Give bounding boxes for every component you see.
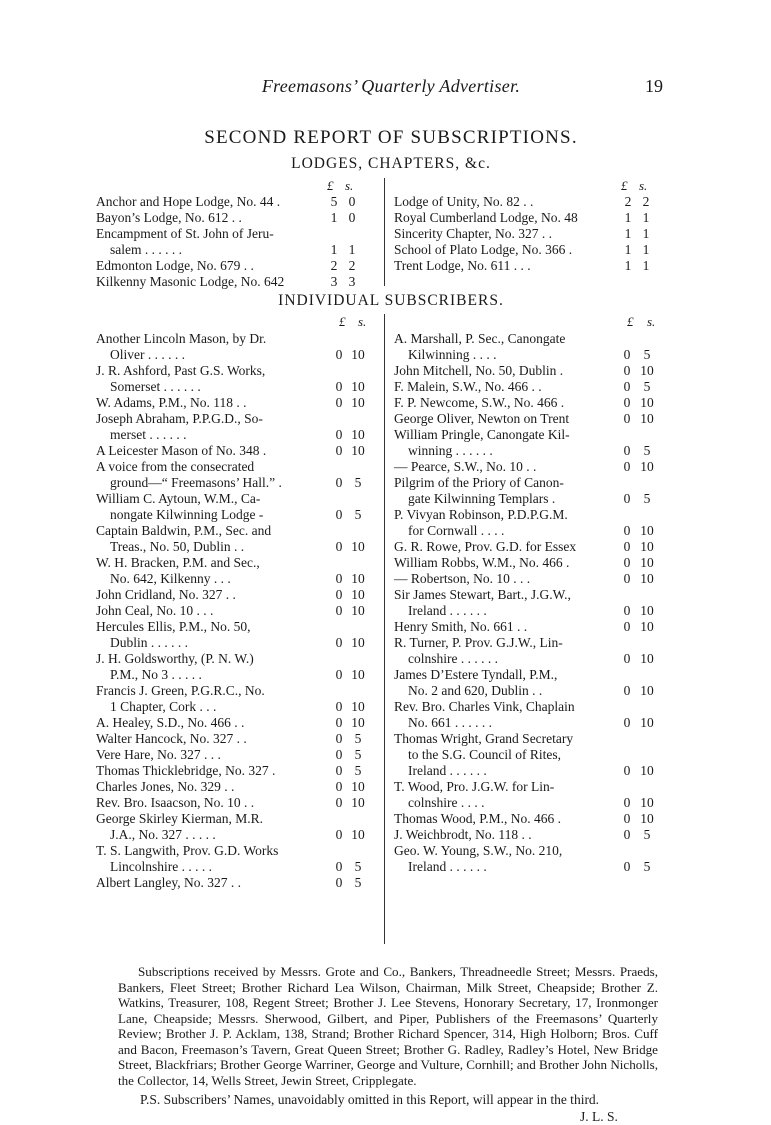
subscriber-name: 1 Chapter, Cork . . .: [110, 699, 217, 714]
subscriber-name: George Oliver, Newton on Trent: [394, 411, 570, 426]
pounds-amount: 1: [330, 210, 338, 225]
shillings-amount: 10: [640, 619, 654, 634]
shillings-amount: 10: [640, 363, 654, 378]
subscription-row: [394, 811, 674, 827]
subscription-row: [96, 443, 376, 459]
subscription-row: [394, 411, 674, 427]
subscription-row: [96, 555, 376, 571]
pounds-amount: 0: [623, 811, 631, 826]
subscription-row: [96, 651, 376, 667]
subscription-row: [394, 843, 674, 859]
subscriber-name: Treas., No. 50, Dublin . .: [110, 539, 245, 554]
pounds-amount: 1: [624, 242, 632, 257]
subscription-row: [96, 763, 376, 779]
pounds-amount: 0: [623, 795, 631, 810]
pounds-amount: 1: [624, 210, 632, 225]
pounds-amount: 0: [623, 715, 631, 730]
subscription-row: [394, 779, 674, 795]
subscription-row: [394, 635, 674, 651]
subscription-row: [96, 363, 376, 379]
shillings-amount: 5: [354, 507, 362, 522]
subscription-row: [394, 194, 654, 210]
subscriber-name: James D’Estere Tyndall, P.M.,: [394, 667, 558, 682]
subscription-row: [96, 571, 376, 587]
subscription-row: [96, 226, 356, 242]
subscriber-name: F. Malein, S.W., No. 466 . .: [394, 379, 542, 394]
subscriber-name: J. H. Goldsworthy, (P. N. W.): [96, 651, 254, 666]
subscription-row: [96, 715, 376, 731]
shillings-amount: 5: [643, 347, 651, 362]
subscription-row: [96, 347, 376, 363]
subscriber-name: William Pringle, Canongate Kil-: [394, 427, 570, 442]
shillings-amount: 10: [351, 795, 365, 810]
subscriber-name: Albert Langley, No. 327 . .: [96, 875, 241, 890]
subscription-row: [394, 603, 674, 619]
subscriber-name: School of Plato Lodge, No. 366 .: [394, 242, 573, 257]
shillings-amount: 10: [640, 795, 654, 810]
subscriber-name: Encampment of St. John of Jeru-: [96, 226, 274, 241]
pounds-amount: 0: [335, 635, 343, 650]
pounds-amount: 0: [335, 859, 343, 874]
subscription-row: [96, 491, 376, 507]
page-number: 19: [645, 76, 663, 96]
pounds-amount: 0: [335, 715, 343, 730]
subscription-row: [96, 523, 376, 539]
lodges-left-list: [96, 194, 356, 290]
subscription-row: [96, 210, 356, 226]
subscriber-name: Thomas Thicklebridge, No. 327 .: [96, 763, 276, 778]
shillings-amount: 10: [640, 603, 654, 618]
subscriber-name: — Pearce, S.W., No. 10 . .: [394, 459, 537, 474]
signature-initials: J. L. S.: [580, 1109, 618, 1124]
shillings-amount: 5: [354, 875, 362, 890]
subscriber-name: Somerset . . . . . .: [110, 379, 201, 394]
subscription-row: [96, 587, 376, 603]
shillings-amount: 0: [348, 194, 356, 209]
shillings-amount: 10: [640, 539, 654, 554]
subscription-row: [394, 395, 674, 411]
subscriber-name: ground—“ Freemasons’ Hall.” .: [110, 475, 282, 490]
subscription-row: [96, 331, 376, 347]
pounds-amount: 0: [623, 443, 631, 458]
pounds-amount: 0: [623, 459, 631, 474]
subscription-row: [394, 747, 674, 763]
subscription-row: [96, 258, 356, 274]
subscription-row: [394, 619, 674, 635]
pounds-amount: 0: [623, 651, 631, 666]
subscription-row: [394, 363, 674, 379]
shillings-amount: 3: [348, 274, 356, 289]
shillings-amount: 5: [643, 859, 651, 874]
shillings-amount: 10: [351, 827, 365, 842]
subscriber-name: John Cridland, No. 327 . .: [96, 587, 236, 602]
pounds-amount: 0: [623, 523, 631, 538]
pounds-amount: 0: [335, 475, 343, 490]
subscription-row: [96, 667, 376, 683]
running-title: Freemasons’ Quarterly Advertiser.: [261, 76, 521, 96]
pounds-amount: 0: [335, 779, 343, 794]
pounds-amount: 0: [335, 699, 343, 714]
shillings-amount: 10: [640, 555, 654, 570]
pounds-amount: 0: [335, 747, 343, 762]
pound-header: £: [627, 314, 634, 329]
subscriber-name: Edmonton Lodge, No. 679 . .: [96, 258, 254, 273]
shillings-amount: 10: [351, 715, 365, 730]
subscriber-name: Hercules Ellis, P.M., No. 50,: [96, 619, 251, 634]
subscriber-name: Dublin . . . . . .: [110, 635, 189, 650]
subscription-row: [394, 427, 674, 443]
subscriber-name: Captain Baldwin, P.M., Sec. and: [96, 523, 272, 538]
subscriber-name: Lincolnshire . . . . .: [110, 859, 212, 874]
subscriber-name: P. Vivyan Robinson, P.D.P.G.M.: [394, 507, 568, 522]
shillings-amount: 0: [348, 210, 356, 225]
shillings-amount: 10: [351, 347, 365, 362]
shillings-amount: 1: [642, 258, 650, 273]
subscriber-name: A Leicester Mason of No. 348 .: [96, 443, 267, 458]
subscriber-name: Ireland . . . . . .: [408, 763, 487, 778]
subscription-row: [394, 459, 674, 475]
pounds-amount: 0: [335, 427, 343, 442]
subscription-row: [394, 699, 674, 715]
pounds-amount: 0: [335, 571, 343, 586]
subscription-row: [96, 747, 376, 763]
subscription-row: [96, 507, 376, 523]
shilling-header: s.: [639, 178, 648, 193]
subscriber-name: Trent Lodge, No. 611 . . .: [394, 258, 531, 273]
subscriber-name: No. 2 and 620, Dublin . .: [408, 683, 543, 698]
subscription-row: [394, 242, 654, 258]
pound-header: £: [621, 178, 628, 193]
shillings-amount: 10: [640, 715, 654, 730]
subscription-row: [394, 539, 674, 555]
subscription-row: [96, 459, 376, 475]
pounds-amount: 0: [623, 379, 631, 394]
pounds-amount: 0: [335, 763, 343, 778]
pounds-amount: 0: [623, 827, 631, 842]
pounds-amount: 0: [623, 555, 631, 570]
subscription-row: [394, 210, 654, 226]
subscription-row: [394, 379, 674, 395]
subscriber-name: colnshire . . . .: [408, 795, 485, 810]
subscriber-name: colnshire . . . . . .: [408, 651, 498, 666]
shillings-amount: 5: [643, 379, 651, 394]
lodges-right-list: [394, 194, 654, 274]
subscriber-name: Another Lincoln Mason, by Dr.: [96, 331, 267, 346]
pounds-amount: 0: [335, 347, 343, 362]
subscriptions-note: Subscriptions received by Messrs. Grote and Co., Bankers, Threadneedle Street; Messrs. Praeds, Bankers, Fleet Street; Brother Richard Lea Wilson, Chairman, Milk Street, Cheapside; Brother Z. Watkins, Treasurer, 108, Regent Street; Brother J. Lee Stevens, Honorary Secretary, 17, Ironmonger Lane, Cheapside; Messrs. Sherwood, Gilbert, and Piper, Publishers of the Freemasons’ Quarterly Review; Brother J. P. Acklam, 138, Strand; Brother Richard Spencer, 314, High Holborn; Bros. Cuff and Bacon, Freemason’s Tavern, Great Queen Street; Brother G. Radley, Radley’s Hotel, New Bridge Street, Blackfriars; Brother George Warriner, George and Vulture, Cornhill; and Brother John Nicholls, the Collector, 14, Wells Street, Jewin Street, Cripplegate.: [118, 964, 658, 1088]
shillings-amount: 10: [351, 443, 365, 458]
pounds-amount: 0: [623, 683, 631, 698]
lodges-right-money-head: [394, 178, 654, 194]
pounds-amount: 0: [623, 363, 631, 378]
subscriber-name: Sir James Stewart, Bart., J.G.W.,: [394, 587, 571, 602]
subscription-row: [96, 875, 376, 891]
subscriber-name: Geo. W. Young, S.W., No. 210,: [394, 843, 563, 858]
subscription-row: [96, 827, 376, 843]
pounds-amount: 2: [624, 194, 632, 209]
shillings-amount: 10: [351, 395, 365, 410]
column-divider: [384, 314, 385, 944]
subscriber-name: John Mitchell, No. 50, Dublin .: [394, 363, 564, 378]
pounds-amount: 0: [623, 347, 631, 362]
subscription-row: [96, 242, 356, 258]
subscription-row: [394, 226, 654, 242]
shillings-amount: 10: [640, 459, 654, 474]
pounds-amount: 0: [335, 395, 343, 410]
shillings-amount: 10: [640, 811, 654, 826]
subscription-row: [394, 667, 674, 683]
subscriber-name: A voice from the consecrated: [96, 459, 255, 474]
pounds-amount: 0: [623, 619, 631, 634]
subscription-row: [96, 427, 376, 443]
pounds-amount: 0: [335, 827, 343, 842]
pounds-amount: 0: [623, 763, 631, 778]
subscription-row: [394, 475, 674, 491]
subscription-row: [394, 795, 674, 811]
pounds-amount: 5: [330, 194, 338, 209]
individuals-right-money-head: [394, 314, 669, 330]
subscription-row: [96, 475, 376, 491]
subscription-row: [394, 827, 674, 843]
subscriber-name: Henry Smith, No. 661 . .: [394, 619, 528, 634]
pounds-amount: 0: [623, 411, 631, 426]
subscriber-name: Rev. Bro. Isaacson, No. 10 . .: [96, 795, 255, 810]
pounds-amount: 0: [335, 379, 343, 394]
subscriber-name: Oliver . . . . . .: [110, 347, 185, 362]
subscription-row: [394, 731, 674, 747]
subscription-row: [394, 347, 674, 363]
subscription-row: [96, 379, 376, 395]
subscription-row: [394, 331, 674, 347]
shillings-amount: 10: [351, 571, 365, 586]
shillings-amount: 5: [643, 443, 651, 458]
pounds-amount: 1: [624, 258, 632, 273]
pounds-amount: 0: [335, 795, 343, 810]
subscription-row: [394, 523, 674, 539]
subscription-row: [96, 635, 376, 651]
pounds-amount: 0: [623, 491, 631, 506]
pound-header: £: [327, 178, 334, 193]
shillings-amount: 10: [640, 763, 654, 778]
shillings-amount: 10: [640, 683, 654, 698]
postscript: P.S. Subscribers’ Names, unavoidably omitted in this Report, will appear in the third.: [140, 1092, 600, 1107]
shilling-header: s.: [345, 178, 354, 193]
subscription-row: [96, 395, 376, 411]
subscription-row: [96, 843, 376, 859]
pounds-amount: 0: [335, 603, 343, 618]
subscription-row: [394, 683, 674, 699]
pounds-amount: 0: [335, 667, 343, 682]
subscriber-name: J. Weichbrodt, No. 118 . .: [394, 827, 532, 842]
subscription-row: [96, 411, 376, 427]
shillings-amount: 1: [348, 242, 356, 257]
individuals-heading: INDIVIDUAL SUBSCRIBERS.: [278, 292, 504, 309]
shillings-amount: 10: [351, 587, 365, 602]
pounds-amount: 0: [335, 731, 343, 746]
subscription-row: [96, 539, 376, 555]
subscriber-name: Kilkenny Masonic Lodge, No. 642: [96, 274, 285, 289]
shillings-amount: 10: [351, 635, 365, 650]
shillings-amount: 1: [642, 242, 650, 257]
shillings-amount: 10: [351, 699, 365, 714]
shillings-amount: 10: [351, 379, 365, 394]
shillings-amount: 10: [351, 427, 365, 442]
shillings-amount: 10: [640, 395, 654, 410]
shilling-header: s.: [647, 314, 656, 329]
pounds-amount: 0: [623, 539, 631, 554]
subscriber-name: William Robbs, W.M., No. 466 .: [394, 555, 570, 570]
shillings-amount: 2: [642, 194, 650, 209]
subscriber-name: W. Adams, P.M., No. 118 . .: [96, 395, 247, 410]
pounds-amount: 0: [335, 443, 343, 458]
subscriber-name: Thomas Wright, Grand Secretary: [394, 731, 574, 746]
pound-header: £: [339, 314, 346, 329]
subscriber-name: to the S.G. Council of Rites,: [408, 747, 561, 762]
shillings-amount: 5: [354, 731, 362, 746]
subscription-row: [96, 603, 376, 619]
subscriber-name: Francis J. Green, P.G.R.C., No.: [96, 683, 265, 698]
subscriber-name: T. Wood, Pro. J.G.W. for Lin-: [394, 779, 555, 794]
subscriber-name: G. R. Rowe, Prov. G.D. for Essex: [394, 539, 577, 554]
pounds-amount: 0: [335, 507, 343, 522]
shillings-amount: 10: [640, 523, 654, 538]
subscriber-name: Sincerity Chapter, No. 327 . .: [394, 226, 553, 241]
subscriber-name: Joseph Abraham, P.P.G.D., So-: [96, 411, 263, 426]
subscription-row: [394, 715, 674, 731]
subscriber-name: salem . . . . . .: [110, 242, 182, 257]
subscriber-name: merset . . . . . .: [110, 427, 187, 442]
subscription-row: [394, 555, 674, 571]
subscriber-name: No. 661 . . . . . .: [408, 715, 492, 730]
pounds-amount: 0: [335, 539, 343, 554]
shillings-amount: 5: [354, 763, 362, 778]
subscriber-name: gate Kilwinning Templars .: [408, 491, 556, 506]
lodges-left-money-head: [96, 178, 356, 194]
shillings-amount: 5: [354, 747, 362, 762]
subscriber-name: Ireland . . . . . .: [408, 859, 487, 874]
subscriber-name: A. Marshall, P. Sec., Canongate: [394, 331, 566, 346]
subscription-row: [96, 683, 376, 699]
subscription-row: [96, 859, 376, 875]
subscriber-name: J.A., No. 327 . . . . .: [110, 827, 216, 842]
subscriber-name: Charles Jones, No. 329 . .: [96, 779, 235, 794]
subscriber-name: F. P. Newcome, S.W., No. 466 .: [394, 395, 565, 410]
subscription-row: [394, 491, 674, 507]
subscriber-name: Kilwinning . . . .: [408, 347, 497, 362]
shillings-amount: 10: [351, 779, 365, 794]
subscriber-name: J. R. Ashford, Past G.S. Works,: [96, 363, 266, 378]
pounds-amount: 0: [335, 875, 343, 890]
shillings-amount: 5: [354, 859, 362, 874]
pounds-amount: 0: [335, 587, 343, 602]
subscriber-name: Rev. Bro. Charles Vink, Chaplain: [394, 699, 575, 714]
subscription-row: [96, 274, 356, 290]
subscription-row: [394, 507, 674, 523]
individuals-right-list: [394, 331, 674, 875]
shillings-amount: 1: [642, 210, 650, 225]
pounds-amount: 0: [623, 603, 631, 618]
subscriber-name: Vere Hare, No. 327 . . .: [96, 747, 221, 762]
subscription-row: [394, 651, 674, 667]
subscriber-name: Royal Cumberland Lodge, No. 48: [394, 210, 578, 225]
pounds-amount: 0: [623, 859, 631, 874]
subscription-row: [96, 619, 376, 635]
pounds-amount: 3: [330, 274, 338, 289]
subscriber-name: George Skirley Kierman, M.R.: [96, 811, 263, 826]
subscriber-name: Pilgrim of the Priory of Canon-: [394, 475, 564, 490]
shillings-amount: 10: [351, 667, 365, 682]
subscription-row: [96, 194, 356, 210]
report-title: SECOND REPORT OF SUBSCRIPTIONS.: [204, 127, 578, 148]
shillings-amount: 10: [351, 539, 365, 554]
subscription-row: [394, 571, 674, 587]
shillings-amount: 1: [642, 226, 650, 241]
subscription-row: [394, 763, 674, 779]
shillings-amount: 10: [640, 411, 654, 426]
pounds-amount: 0: [623, 395, 631, 410]
subscriber-name: William C. Aytoun, W.M., Ca-: [96, 491, 261, 506]
subscriber-name: W. H. Bracken, P.M. and Sec.,: [96, 555, 260, 570]
shilling-header: s.: [358, 314, 367, 329]
subscription-row: [394, 258, 654, 274]
individuals-left-money-head: [96, 314, 371, 330]
subscriber-name: R. Turner, P. Prov. G.J.W., Lin-: [394, 635, 563, 650]
lodges-heading: LODGES, CHAPTERS, &c.: [291, 155, 491, 172]
subscription-row: [96, 779, 376, 795]
subscription-row: [96, 811, 376, 827]
subscriber-name: — Robertson, No. 10 . . .: [394, 571, 531, 586]
subscriber-name: Thomas Wood, P.M., No. 466 .: [394, 811, 562, 826]
shillings-amount: 10: [640, 571, 654, 586]
subscriber-name: No. 642, Kilkenny . . .: [110, 571, 231, 586]
shillings-amount: 10: [351, 603, 365, 618]
shillings-amount: 5: [354, 475, 362, 490]
subscriber-name: Anchor and Hope Lodge, No. 44 .: [96, 194, 281, 209]
pounds-amount: 1: [624, 226, 632, 241]
subscriber-name: Ireland . . . . . .: [408, 603, 487, 618]
shillings-amount: 5: [643, 827, 651, 842]
subscription-row: [394, 587, 674, 603]
subscriber-name: P.M., No 3 . . . . .: [110, 667, 202, 682]
subscriber-name: Lodge of Unity, No. 82 . .: [394, 194, 534, 209]
subscription-row: [96, 731, 376, 747]
individuals-left-list: [96, 331, 376, 891]
subscriber-name: T. S. Langwith, Prov. G.D. Works: [96, 843, 279, 858]
subscriber-name: Bayon’s Lodge, No. 612 . .: [96, 210, 242, 225]
subscriber-name: A. Healey, S.D., No. 466 . .: [96, 715, 245, 730]
column-divider: [384, 178, 385, 286]
subscription-row: [96, 795, 376, 811]
shillings-amount: 10: [640, 651, 654, 666]
pounds-amount: 1: [330, 242, 338, 257]
subscriber-name: nongate Kilwinning Lodge -: [110, 507, 264, 522]
subscriber-name: John Ceal, No. 10 . . .: [96, 603, 214, 618]
subscription-row: [96, 699, 376, 715]
shillings-amount: 2: [348, 258, 356, 273]
subscription-row: [394, 443, 674, 459]
subscriber-name: for Cornwall . . . .: [408, 523, 505, 538]
pounds-amount: 0: [623, 571, 631, 586]
subscriber-name: Walter Hancock, No. 327 . .: [96, 731, 247, 746]
subscriber-name: winning . . . . . .: [408, 443, 493, 458]
pounds-amount: 2: [330, 258, 338, 273]
subscription-row: [394, 859, 674, 875]
shillings-amount: 5: [643, 491, 651, 506]
